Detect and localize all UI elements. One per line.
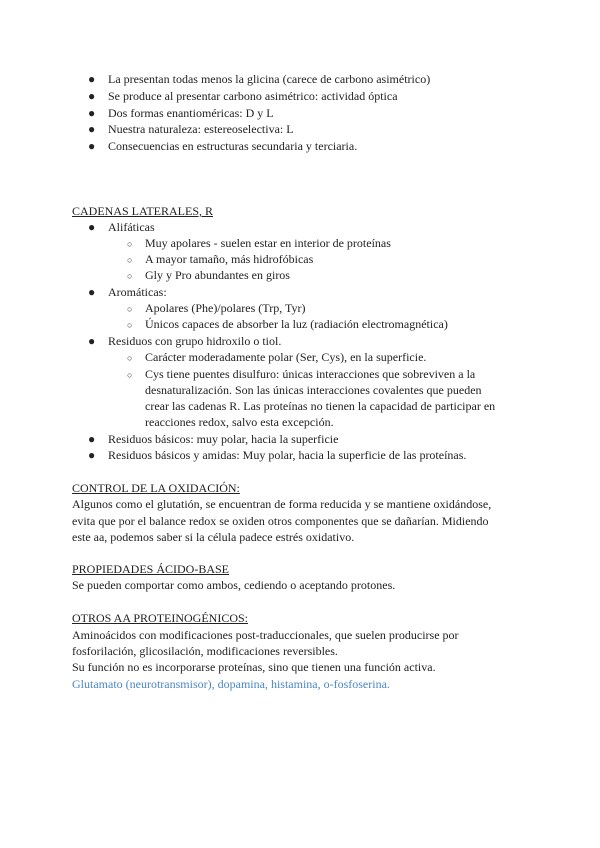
bullet-circle-icon: ○ <box>127 320 133 330</box>
list-item: Residuos con grupo hidroxilo o tiol. <box>108 334 282 348</box>
bullet-dot-icon: ● <box>88 139 96 153</box>
paragraph-line: evita que por el balance redox se oxiden otros componentes que se dañarían. Midiendo <box>72 514 489 528</box>
sub-list-item: Cys tiene puentes disulfuro: únicas interacciones que sobreviven a la <box>145 367 476 381</box>
paragraph-line: Su función no es incorporarse proteínas, sino que tienen una función activa. <box>72 660 436 674</box>
examples-line: Glutamato (neurotransmisor), dopamina, histamina, o-fosfoserina. <box>72 677 390 691</box>
bullet-circle-icon: ○ <box>127 255 133 265</box>
sub-list-item: Muy apolares - suelen estar en interior de proteínas <box>145 236 391 250</box>
bullet-circle-icon: ○ <box>127 353 133 363</box>
sub-list-item-continuation: reacciones redox, salvo esta excepción. <box>145 415 334 429</box>
paragraph-line: Algunos como el glutatión, se encuentran de forma reducida y se mantiene oxidándose, <box>72 497 492 511</box>
list-item: Aromáticas: <box>108 285 167 299</box>
list-item: Se produce al presentar carbono asimétrico: actividad óptica <box>108 89 398 103</box>
bullet-dot-icon: ● <box>88 285 96 299</box>
bullet-dot-icon: ● <box>88 106 96 120</box>
list-item: Nuestra naturaleza: estereoselectiva: L <box>108 122 294 136</box>
bullet-dot-icon: ● <box>88 334 96 348</box>
paragraph-line: fosforilación, glicosilación, modificaciones reversibles. <box>72 644 338 658</box>
list-item: Consecuencias en estructuras secundaria y terciaria. <box>108 139 358 153</box>
list-item: La presentan todas menos la glicina (carece de carbono asimétrico) <box>108 72 431 86</box>
sub-list-item-continuation: crear las cadenas R. Las proteínas no tienen la capacidad de participar en <box>145 399 496 413</box>
list-item: Dos formas enantioméricas: D y L <box>108 106 274 120</box>
bullet-circle-icon: ○ <box>127 239 133 249</box>
sub-list-item: Gly y Pro abundantes en giros <box>145 268 290 282</box>
list-item: Alifáticas <box>108 220 155 234</box>
bullet-dot-icon: ● <box>88 432 96 446</box>
paragraph-line: Aminoácidos con modificaciones post-traduccionales, que suelen producirse por <box>72 628 459 642</box>
sub-list-item: Carácter moderadamente polar (Ser, Cys), en la superficie. <box>145 350 427 364</box>
sub-list-item: Únicos capaces de absorber la luz (radiación electromagnética) <box>145 317 448 331</box>
bullet-dot-icon: ● <box>88 220 96 234</box>
bullet-circle-icon: ○ <box>127 304 133 314</box>
section-heading-acido-base: PROPIEDADES ÁCIDO-BASE <box>72 562 230 576</box>
list-item: Residuos básicos: muy polar, hacia la superficie <box>108 432 339 446</box>
bullet-dot-icon: ● <box>88 72 96 86</box>
sub-list-item: Apolares (Phe)/polares (Trp, Tyr) <box>145 301 306 315</box>
list-item: Residuos básicos y amidas: Muy polar, hacia la superficie de las proteínas. <box>108 448 467 462</box>
bullet-dot-icon: ● <box>88 448 96 462</box>
bullet-dot-icon: ● <box>88 89 96 103</box>
section-heading-cadenas: CADENAS LATERALES, R <box>72 204 214 218</box>
bullet-circle-icon: ○ <box>127 370 133 380</box>
bullet-circle-icon: ○ <box>127 271 133 281</box>
section-heading-oxidacion: CONTROL DE LA OXIDACIÓN: <box>72 481 240 495</box>
paragraph-line: este aa, podemos saber si la célula padece estrés oxidativo. <box>72 530 355 544</box>
section-heading-otros: OTROS AA PROTEINOGÉNICOS: <box>72 611 249 625</box>
paragraph-line: Se pueden comportar como ambos, cediendo o aceptando protones. <box>72 578 396 592</box>
sub-list-item-continuation: desnaturalización. Son las únicas interacciones covalentes que pueden <box>145 383 482 397</box>
bullet-dot-icon: ● <box>88 122 96 136</box>
sub-list-item: A mayor tamaño, más hidrofóbicas <box>145 252 314 266</box>
